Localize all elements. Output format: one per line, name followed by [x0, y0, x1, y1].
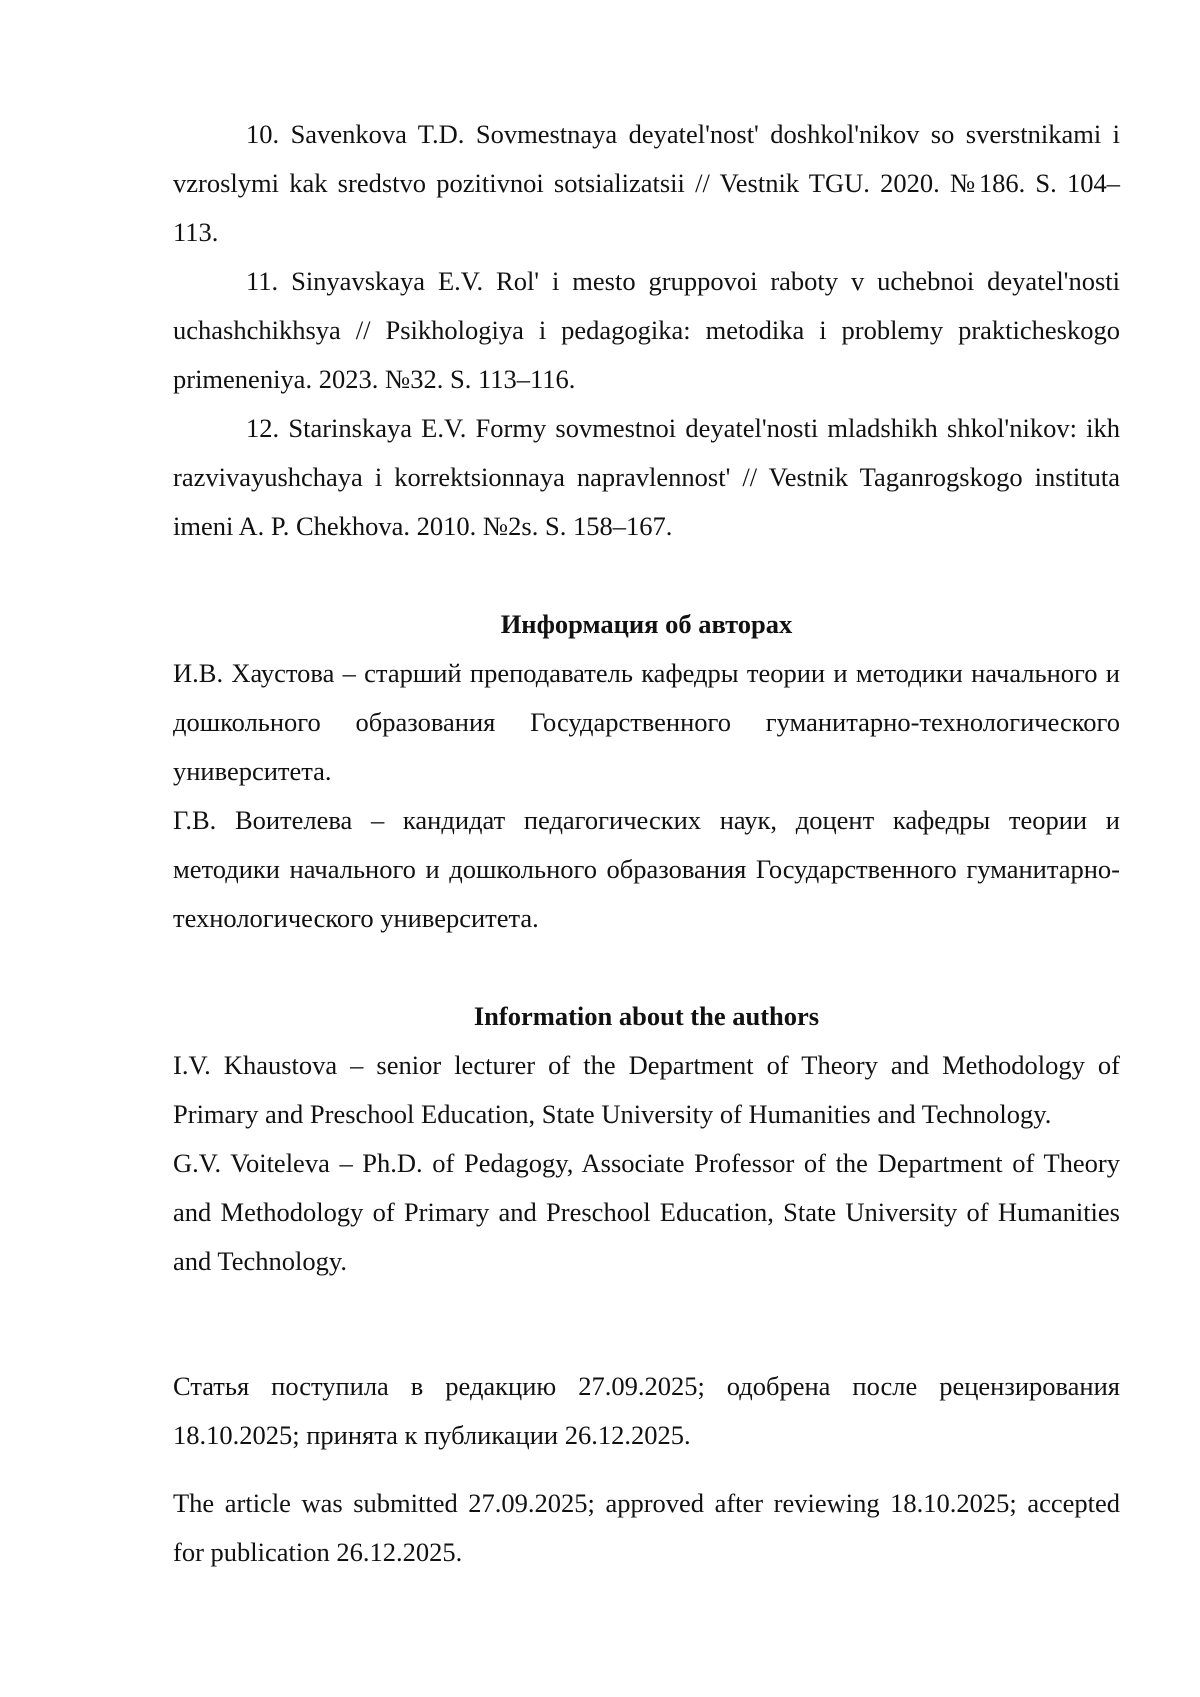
reference-text: Sinyavskaya E.V. Rol' i mesto gruppovoi raboty v uchebnoi deyatel'nosti uchashchikhsya // Psikhologiya i pedagogika: metodika i problemy prakticheskogo primeneniya. 2023. №32. S. 113–116. [173, 266, 1120, 394]
authors-heading-ru: Информация об авторах [500, 609, 793, 639]
reference-number: 12. [246, 413, 280, 443]
author-entry-ru-1: И.В. Хаустова – старший преподаватель кафедры теории и методики начального и дошкольного образования Государственного гуманитарно-технологического университета. [173, 658, 1120, 786]
authors-info-ru [173, 600, 1120, 943]
author-entry-en-2: G.V. Voiteleva – Ph.D. of Pedagogy, Associate Professor of the Department of Theory and Methodology of Primary and Preschool Education, State University of Humanities and Technology. [173, 1148, 1120, 1276]
reference-item-12 [173, 404, 1120, 551]
reference-item-10 [173, 110, 1120, 257]
spacer [173, 943, 1120, 992]
dates-en: The article was submitted 27.09.2025; approved after reviewing 18.10.2025; accepted for publication 26.12.2025. [173, 1488, 1120, 1567]
author-entry-ru-2: Г.В. Воителева – кандидат педагогических наук, доцент кафедры теории и методики начального и дошкольного образования Государственного гуманитарно-технологического университета. [173, 805, 1120, 933]
article-page [173, 110, 1120, 1577]
reference-text: Starinskaya E.V. Formy sovmestnoi deyatel'nosti mladshikh shkol'nikov: ikh razvivayushchaya i korrektsionnaya napravlennost' // Vestnik Taganrogskogo instituta imeni A. P. Chekhova. 2010. №2s. S. 158–167. [173, 413, 1120, 541]
spacer [173, 1460, 1120, 1479]
reference-list [173, 110, 1120, 551]
reference-text: Savenkova T.D. Sovmestnaya deyatel'nost' doshkol'nikov so sverstnikami i vzroslymi kak sredstvo pozitivnoi sotsializatsii // Vestnik TGU. 2020. №186. S. 104–113. [173, 119, 1120, 247]
reference-number: 10. [246, 119, 280, 149]
authors-info-en [173, 992, 1120, 1286]
article-dates [173, 1362, 1120, 1577]
reference-item-11 [173, 257, 1120, 404]
author-entry-en-1: I.V. Khaustova – senior lecturer of the Department of Theory and Methodology of Primary and Preschool Education, State University of Humanities and Technology. [173, 1050, 1120, 1129]
authors-heading-en: Information about the authors [473, 1001, 820, 1031]
dates-ru: Статья поступила в редакцию 27.09.2025; одобрена после рецензирования 18.10.2025; принята к публикации 26.12.2025. [173, 1371, 1120, 1450]
reference-number: 11. [246, 266, 279, 296]
spacer [173, 1286, 1120, 1362]
spacer [173, 551, 1120, 600]
